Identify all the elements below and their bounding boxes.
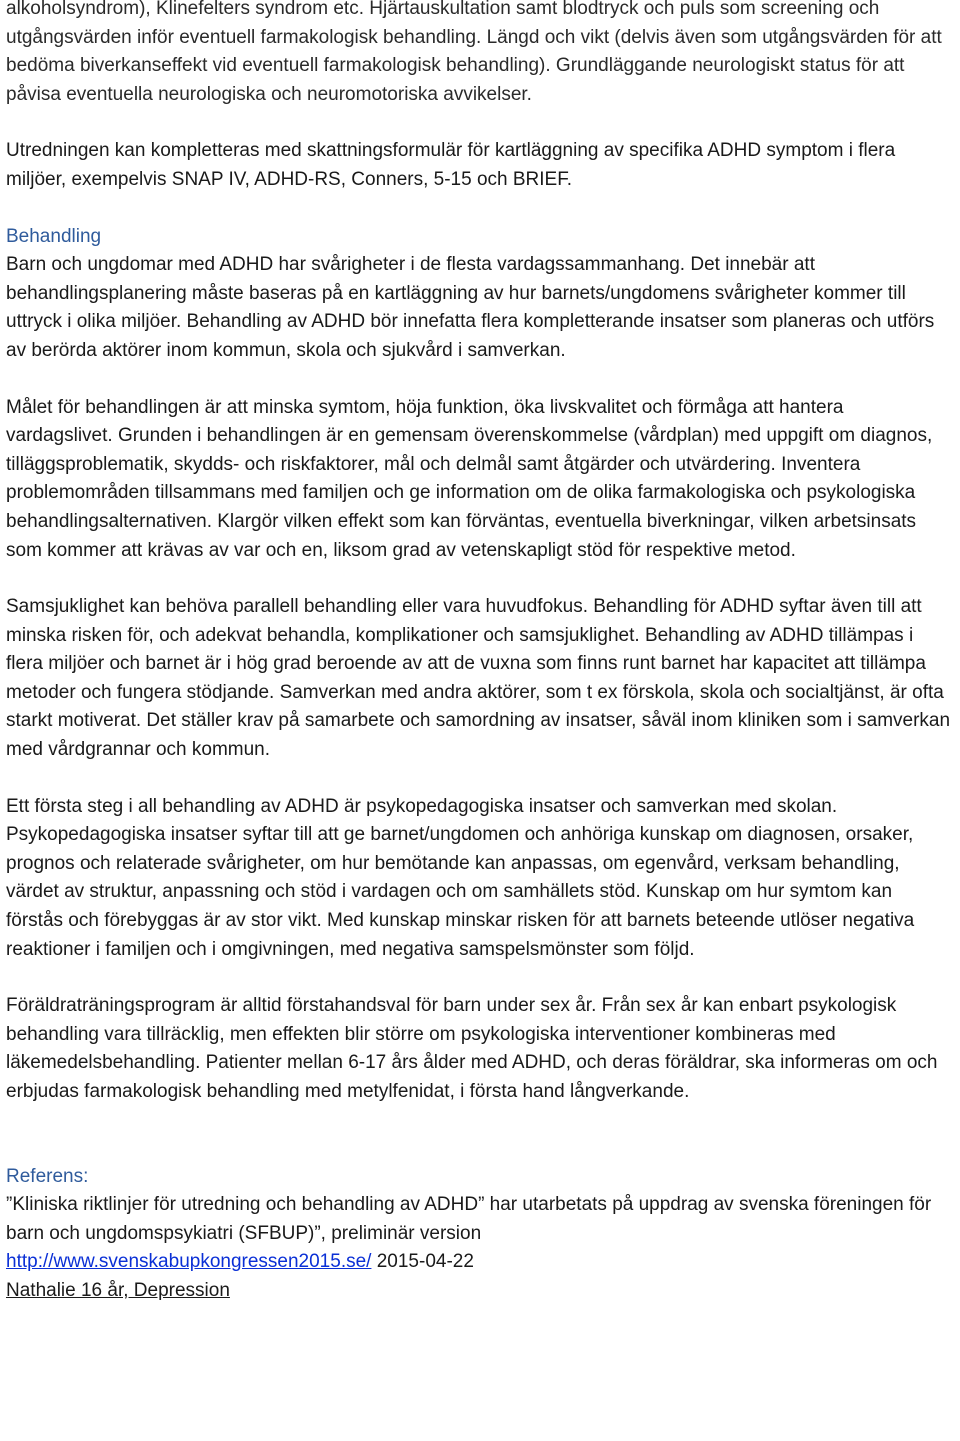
reference-citation: ”Kliniska riktlinjer för utredning och behandling av ADHD” har utarbetats på uppdrag av svenska föreningen för barn och ungdomspsykiatri (SFBUP)”, preliminär version <box>6 1194 932 1244</box>
paragraph-examination: alkoholsyndrom), Klinefelters syndrom etc. Hjärtauskultation samt blodtryck och puls som screening och utgångsvärden inför eventuell farmakologisk behandling. Längd och vikt (delvis även som utgångsvärden för att bedöma biverkanseffekt vid eventuell farmakologisk behandling). Grundläggande neurologiskt status för att påvisa eventuella neurologiska och neuromotoriska avvikelser. <box>6 0 942 105</box>
reference-source-line <box>6 1248 954 1277</box>
section-heading-behandling: Behandling <box>6 225 102 247</box>
paragraph-parent-training: Föräldraträningsprogram är alltid förstahandsval för barn under sex år. Från sex år kan enbart psykologisk behandling vara tillräcklig, men effekten blir större om psykologiska interventioner kombineras med läkemedelsbehandling. Patienter mellan 6-17 års ålder med ADHD, och deras föräldrar, ska informeras om och erbjudas farmakologisk behandling med metylfenidat, i första hand långverkande. <box>6 995 938 1102</box>
paragraph-treatment-planning: Barn och ungdomar med ADHD har svårigheter i de flesta vardagssammanhang. Det innebär att behandlingsplanering måste baseras på en kartläggning av hur barnets/ungdomens svårigheter kommer till uttryck i olika miljöer. Behandling av ADHD bör innefatta flera kompletterande insatser som planeras och utförs av berörda aktörer inom kommun, skola och sjukvård i samverkan. <box>6 254 935 361</box>
reference-label: Referens: <box>6 1165 89 1187</box>
paragraph-psychoeducation: Ett första steg i all behandling av ADHD är psykopedagogiska insatser och samverkan med skolan. Psykopedagogiska insatser syftar till att ge barnet/ungdomen och anhöriga kunskap om diagnosen, orsaker, prognos och relaterade svårigheter, om hur bemötande kan anpassas, om egenvård, verksam behandling, värdet av struktur, anpassning och stöd i vardagen och om samhällets stöd. Kunskap om hur symtom kan förstås och förebyggas är av stor vikt. Med kunskap minskar risken för att barnets beteende utlöser negativa reaktioner i familjen och i omgivningen, med negativa samspelsmönster som följd. <box>6 795 915 960</box>
paragraph-rating-forms: Utredningen kan kompletteras med skattningsformulär för kartläggning av specifika ADHD symptom i flera miljöer, exempelvis SNAP IV, ADHD-RS, Conners, 5-15 och BRIEF. <box>6 140 896 190</box>
reference-date: 2015-04-22 <box>371 1251 474 1273</box>
paragraph-treatment-goals: Målet för behandlingen är att minska symtom, höja funktion, öka livskvalitet och förmåga att hantera vardagslivet. Grunden i behandlingen är en gemensam överenskommelse (vårdplan) med uppgift om diagnos, tilläggsproblematik, skydds- och riskfaktorer, mål och delmål samt åtgärder och utvärdering. Inventera problemområden tillsammans med familjen och ge information om de olika farmakologiska och psykologiska behandlingsalternativen. Klargör vilken effekt som kan förväntas, eventuella biverkningar, vilken arbetsinsats som kommer att krävas av var och en, liksom grad av vetenskapligt stöd för respektive metod. <box>6 396 933 561</box>
next-section-title[interactable]: Nathalie 16 år, Depression <box>6 1279 230 1301</box>
paragraph-comorbidity: Samsjuklighet kan behöva parallell behandling eller vara huvudfokus. Behandling för ADHD syftar även till att minska risken för, och adekvat behandla, komplikationer och samsjuklighet. Behandling av ADHD tillämpas i flera miljöer och barnet är i hög grad beroende av att de vuxna som finns runt barnet har kapacitet att tillämpa metoder och fungera stödjande. Samverkan med andra aktörer, som t ex förskola, skola och socialtjänst, är ofta starkt motiverat. Det ställer krav på samarbete och samordning av insatser, såväl inom kliniken som i samverkan med vårdgrannar och kommun. <box>6 596 951 761</box>
reference-link[interactable]: http://www.svenskabupkongressen2015.se/ <box>6 1251 372 1273</box>
